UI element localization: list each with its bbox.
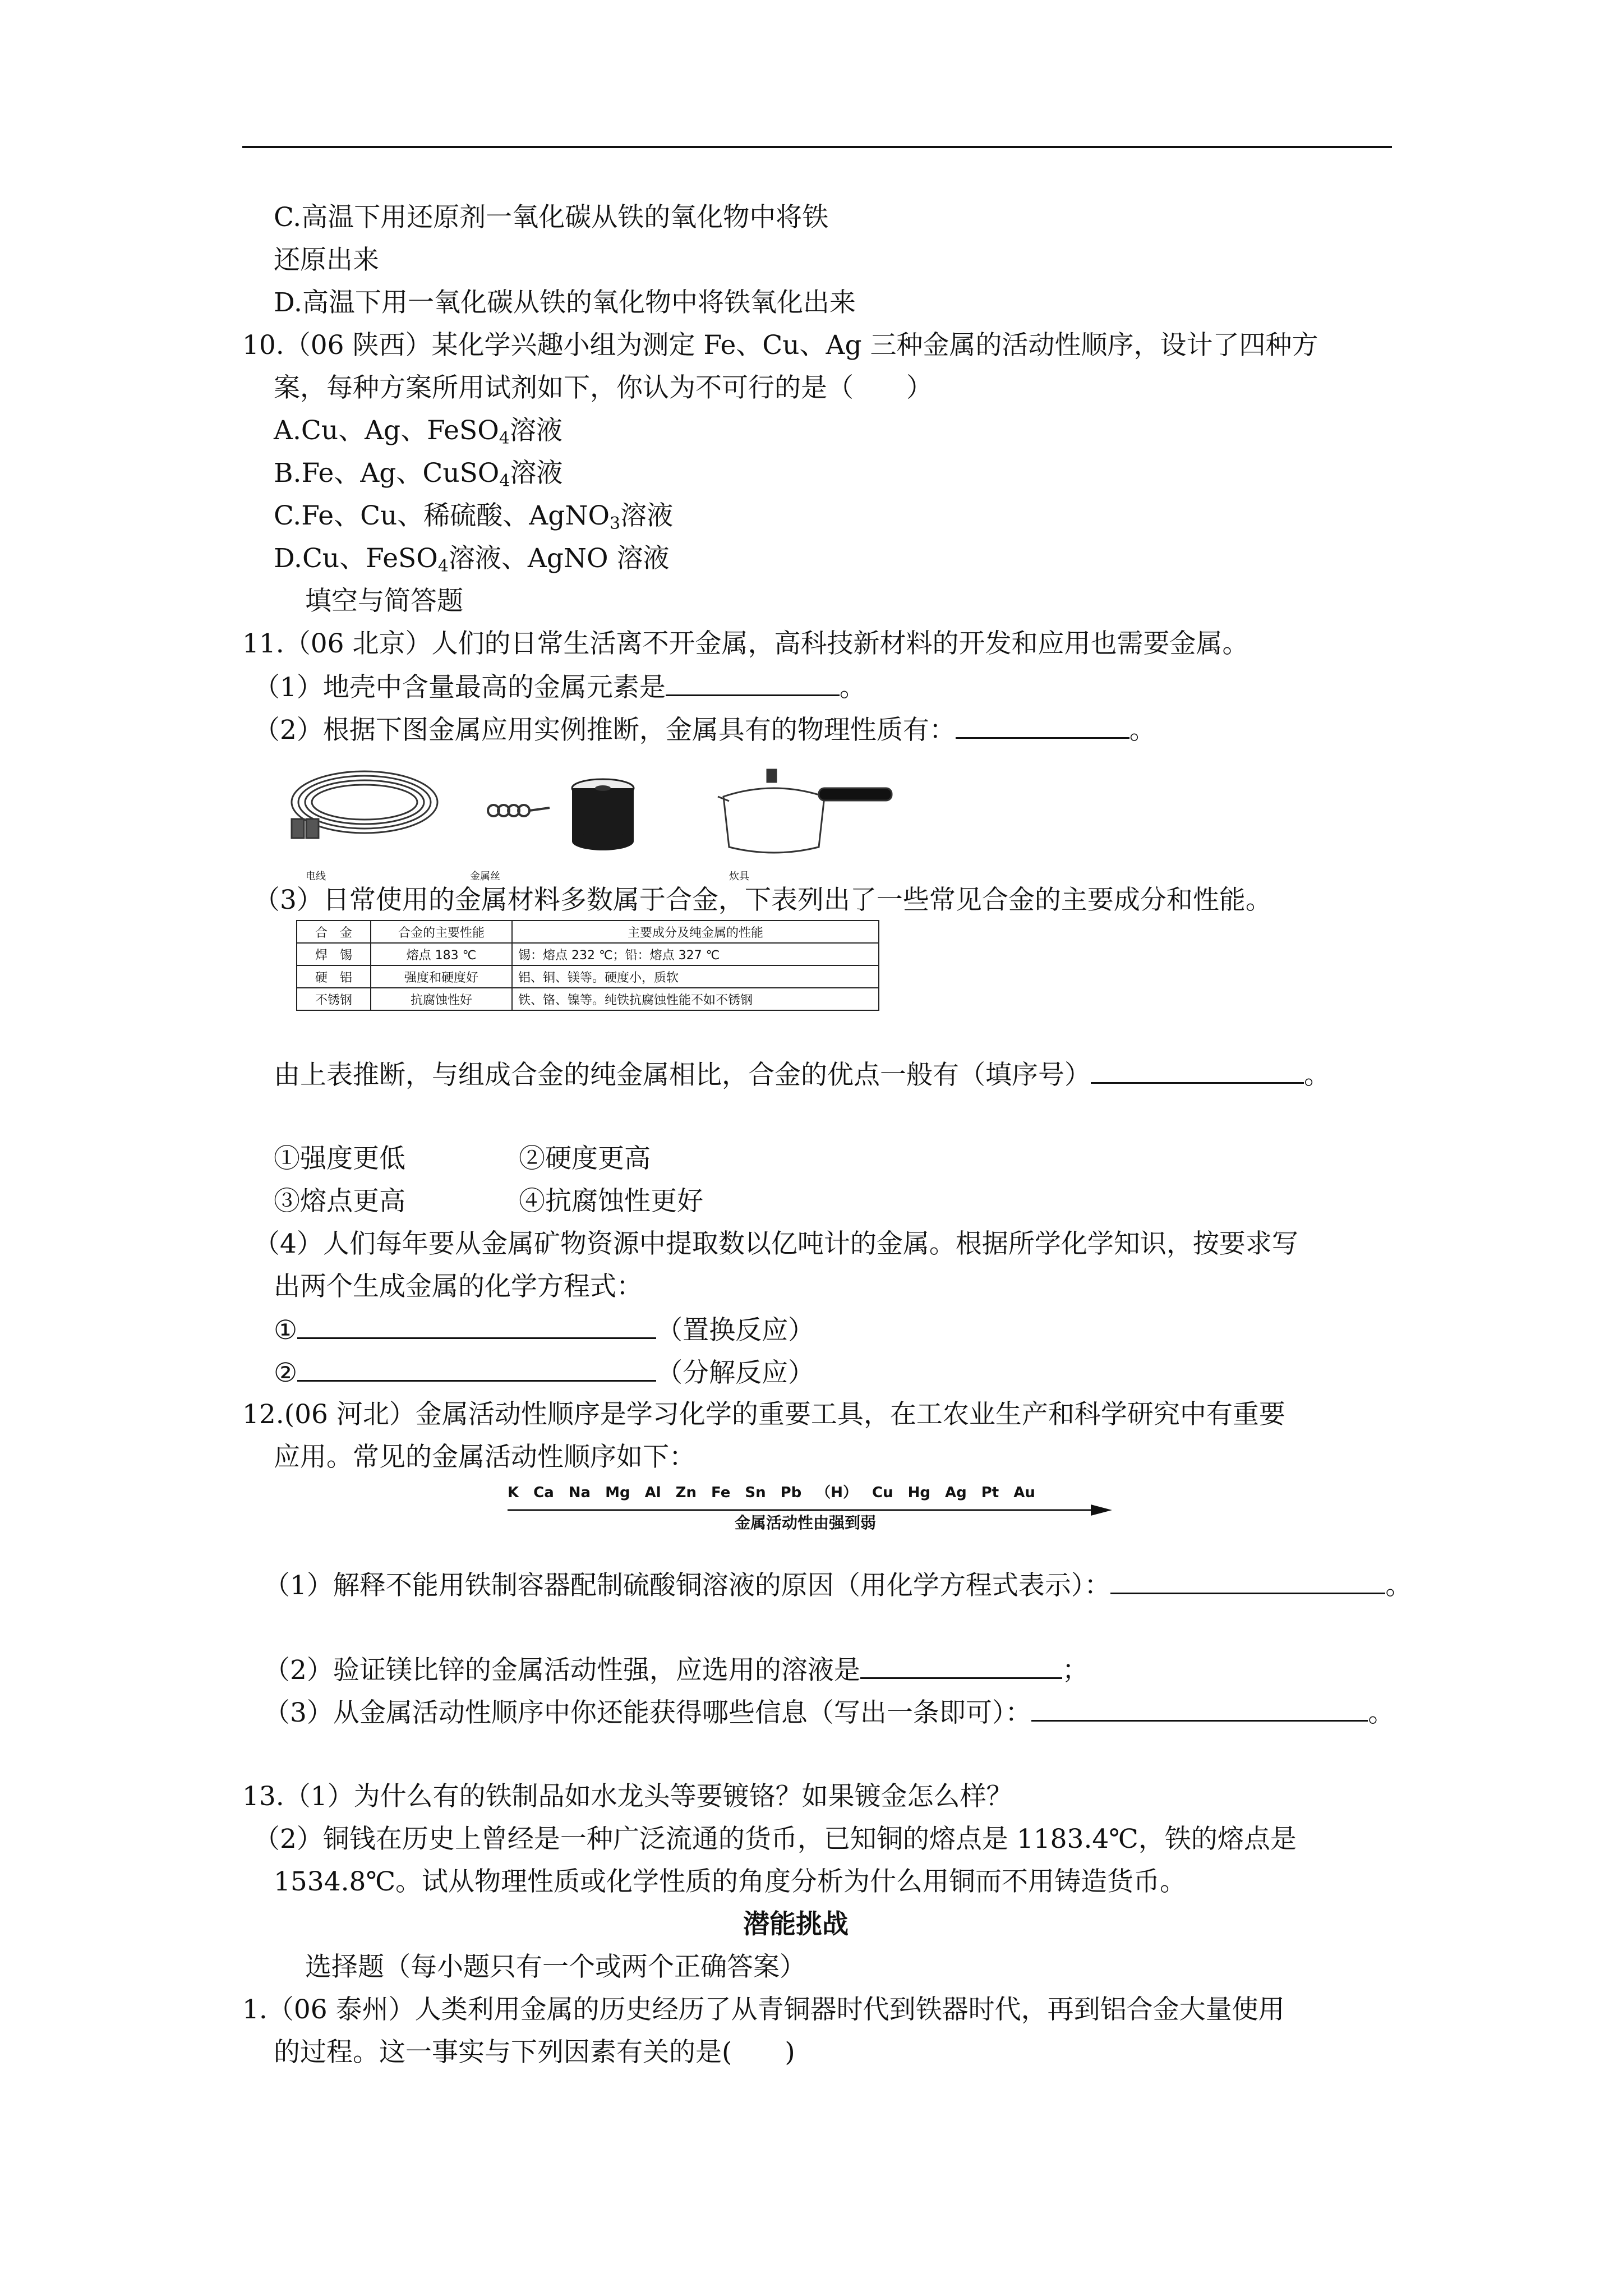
metal-symbol: Au [1013, 1484, 1035, 1501]
q13-part2-line1: （2）铜钱在历史上曾经是一种广泛流通的货币，已知铜的熔点是 1183.4℃，铁的熔点是 [253, 1824, 1297, 1855]
q11-part2: （2）根据下图金属应用实例推断，金属具有的物理性质有： 。 [253, 712, 1156, 747]
metal-symbol: Mg [605, 1484, 630, 1501]
q11-part1: （1）地壳中含量最高的金属元素是 。 [253, 670, 866, 705]
q11-part4-line1: （4）人们每年要从金属矿物资源中提取数以亿吨计的金属。根据所学化学知识，按要求写 [253, 1228, 1298, 1259]
metal-symbol: Pb [780, 1484, 802, 1501]
section-fill-heading: 填空与简答题 [305, 586, 463, 616]
metal-symbol: Ag [945, 1484, 967, 1501]
table-cell: 熔点 183 ℃ [371, 943, 512, 965]
metal-application-pictures [280, 757, 931, 864]
metal-symbol: Fe [711, 1484, 731, 1501]
choice-2: ②硬度更高 [519, 1143, 651, 1174]
answer-blank[interactable] [297, 1313, 656, 1339]
spool-picture [572, 779, 634, 850]
table-cell: 焊 锡 [297, 943, 371, 965]
metal-symbol: Cu [872, 1484, 893, 1501]
metal-symbol: Na [568, 1484, 591, 1501]
caption-cookware: 炊具 [729, 871, 749, 882]
table-cell: 抗腐蚀性好 [371, 988, 512, 1010]
alloy-table [296, 920, 879, 1011]
metal-wire-picture [488, 805, 550, 816]
q10-option-b: B.Fe、Ag、CuSO$_4$溶液 [274, 458, 563, 491]
answer-blank[interactable] [860, 1653, 1062, 1679]
q10-stem-line2: 案，每种方案所用试剂如下，你认为不可行的是（ ） [274, 372, 933, 403]
choice-4: ④抗腐蚀性更好 [519, 1186, 703, 1217]
pressure-cooker-picture [718, 770, 892, 853]
metal-symbol: Hg [907, 1484, 931, 1501]
q13-part1: 13.（1）为什么有的铁制品如水龙头等要镀铬？如果镀金怎么样？ [242, 1781, 1013, 1812]
challenge-q1-line1: 1.（06 泰州）人类利用金属的历史经历了从青铜器时代到铁器时代，再到铝合金大量使用 [242, 1994, 1285, 2025]
q12-part2: （2）验证镁比锌的金属活动性强，应选用的溶液是 ； [264, 1653, 1089, 1687]
q11-part3-inference: 由上表推断，与组成合金的纯金属相比，合金的优点一般有（填序号） 。 [274, 1057, 1330, 1092]
q12-stem-line1: 12.(06 河北）金属活动性顺序是学习化学的重要工具，在工农业生产和科学研究中有重要 [242, 1399, 1285, 1430]
metal-symbol: Pt [981, 1484, 999, 1501]
activity-series [508, 1481, 1050, 1502]
answer-blank[interactable] [956, 712, 1129, 739]
q10-option-d: D.Cu、FeSO$_4$溶液、AgNO 溶液 [274, 543, 670, 576]
table-cell: 不锈钢 [297, 988, 371, 1010]
answer-blank[interactable] [1091, 1057, 1304, 1084]
table-cell: 硬 铝 [297, 965, 371, 988]
metal-symbol: Sn [745, 1484, 766, 1501]
q10-option-a: A.Cu、Ag、FeSO$_4$溶液 [274, 415, 562, 448]
table-header-cell: 合金的主要性能 [371, 921, 512, 943]
metal-symbol: K [508, 1484, 519, 1501]
q12-part1: （1）解释不能用铁制容器配制硫酸铜溶液的原因（用化学方程式表示）： 。 [264, 1568, 1412, 1603]
challenge-subtitle: 选择题（每小题只有一个或两个正确答案） [305, 1952, 806, 1982]
choice-1: ①强度更低 [274, 1143, 405, 1174]
challenge-q1-line2: 的过程。这一事实与下列因素有关的是( ) [274, 2037, 795, 2068]
table-header-cell: 合 金 [297, 921, 371, 943]
activity-series-caption: 金属活动性由强到弱 [735, 1513, 877, 1532]
answer-blank[interactable] [666, 670, 840, 696]
header-rule [242, 146, 1392, 148]
choice-3: ③熔点更高 [274, 1186, 405, 1217]
q11-stem: 11.（06 北京）人们的日常生活离不开金属，高科技新材料的开发和应用也需要金属。 [242, 628, 1249, 659]
q13-part2-line2: 1534.8℃。试从物理性质或化学性质的角度分析为什么用铜而不用铸造货币。 [274, 1866, 1187, 1897]
table-cell: 强度和硬度好 [371, 965, 512, 988]
q10-option-c: C.Fe、Cu、稀硫酸、AgNO$_3$溶液 [274, 500, 674, 533]
answer-blank[interactable] [1031, 1695, 1368, 1722]
q11-part3: （3）日常使用的金属材料多数属于合金，下表列出了一些常见合金的主要成分和性能。 [253, 885, 1272, 915]
table-header-cell: 主要成分及纯金属的性能 [512, 921, 879, 943]
table-cell: 铁、铬、镍等。纯铁抗腐蚀性能不如不锈钢 [512, 988, 879, 1010]
metal-symbol: Ca [533, 1484, 554, 1501]
answer-blank[interactable] [1110, 1568, 1385, 1594]
q12-stem-line2: 应用。常见的金属活动性顺序如下： [274, 1442, 695, 1473]
caption-metal-wire: 金属丝 [470, 871, 500, 882]
table-cell: 铝、铜、镁等。硬度小，质软 [512, 965, 879, 988]
q11-part4-line2: 出两个生成金属的化学方程式： [274, 1271, 643, 1302]
q10-stem-line1: 10.（06 陕西）某化学兴趣小组为测定 Fe、Cu、Ag 三种金属的活动性顺序，设计了四种方 [242, 330, 1318, 361]
table-header-row [297, 921, 879, 943]
metal-symbol: Al [644, 1484, 661, 1501]
challenge-title: 潜能挑战 [743, 1909, 849, 1940]
metal-symbol: Zn [675, 1484, 697, 1501]
metal-symbol: （H） [816, 1484, 858, 1501]
q12-part3: （3）从金属活动性顺序中你还能获得哪些信息（写出一条即可）： 。 [264, 1695, 1394, 1730]
wire-coil-picture [292, 771, 437, 838]
q9-option-d: D.高温下用一氧化碳从铁的氧化物中将铁氧化出来 [274, 287, 856, 318]
q9-option-c-line2: 还原出来 [274, 245, 379, 275]
answer-blank[interactable] [297, 1355, 656, 1382]
equation-1: ① （置换反应） [274, 1313, 814, 1347]
caption-wire: 电线 [306, 871, 326, 882]
table-row [297, 988, 879, 1010]
table-cell: 锡：熔点 232 ℃；铅：熔点 327 ℃ [512, 943, 879, 965]
table-row [297, 943, 879, 965]
q9-option-c-line1: C.高温下用还原剂一氧化碳从铁的氧化物中将铁 [274, 202, 829, 233]
equation-2: ② （分解反应） [274, 1355, 814, 1390]
table-row [297, 965, 879, 988]
